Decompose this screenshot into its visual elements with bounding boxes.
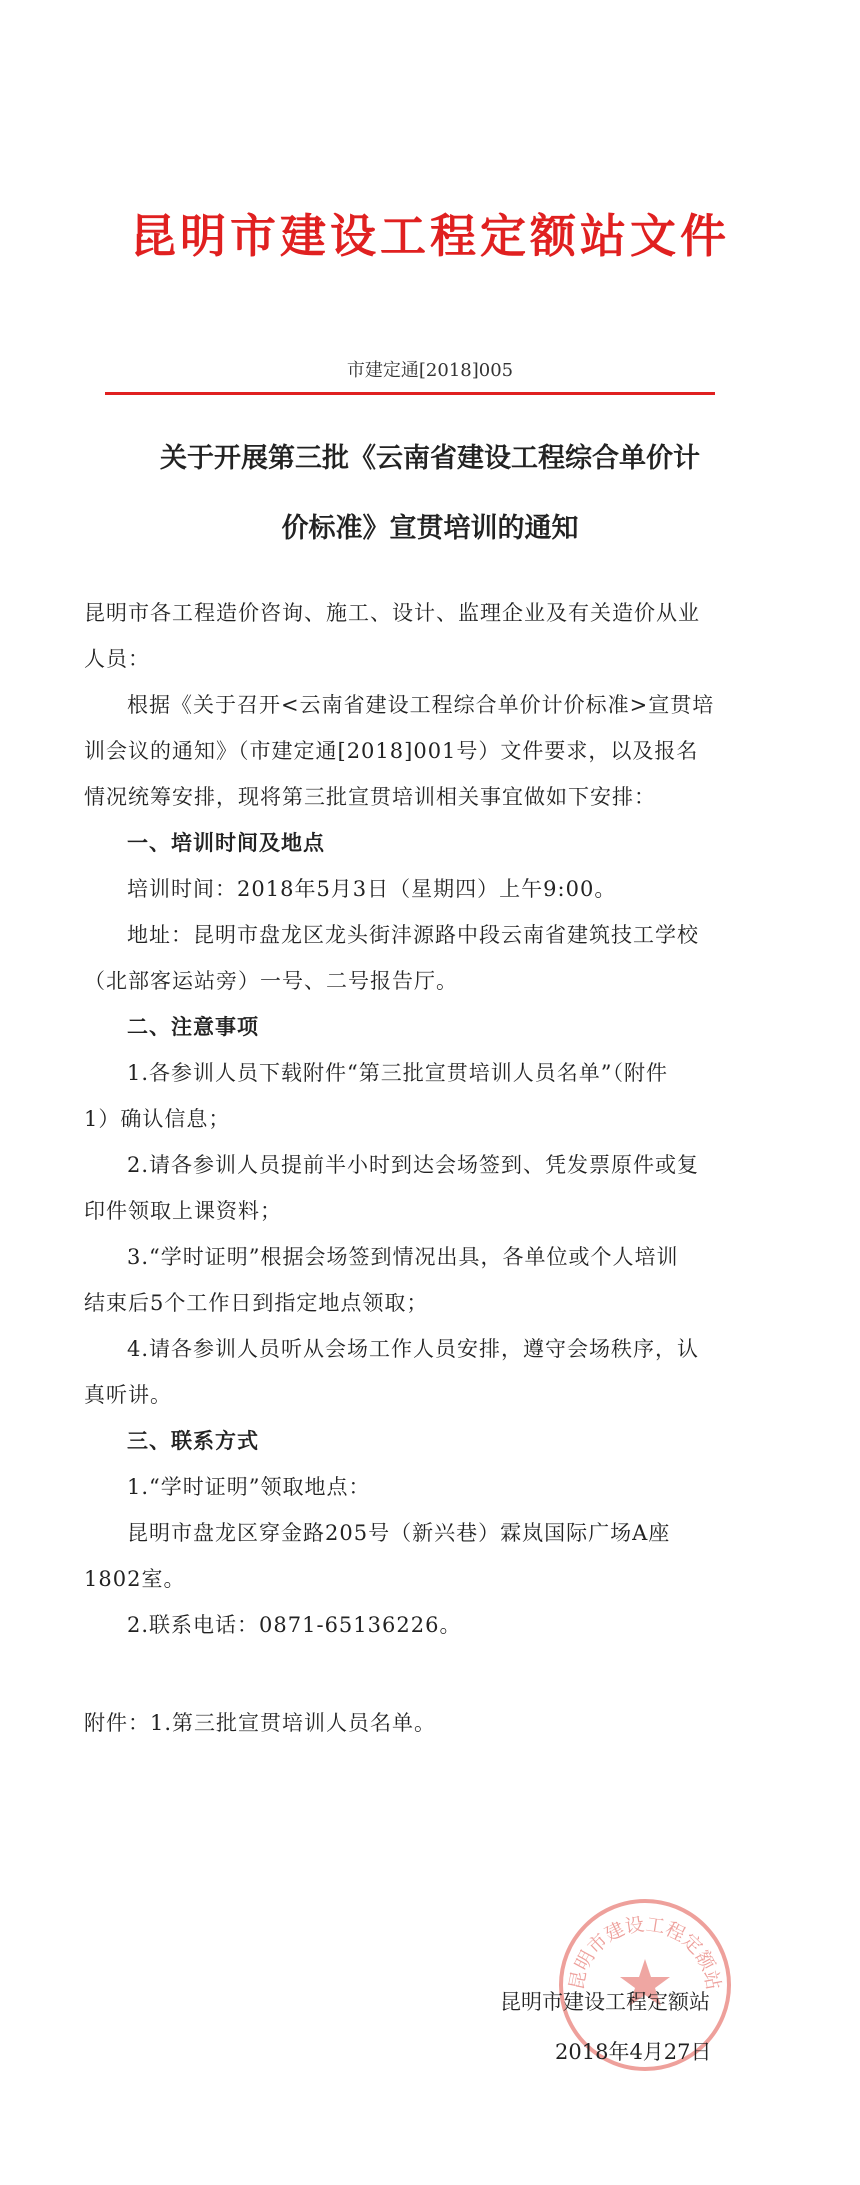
notice-item-2-line-2: 印件领取上课资料； [84,1199,282,1223]
contact-address-line-1: 昆明市盘龙区穿金路205号（新兴巷）霖岚国际广场A座 [127,1521,671,1545]
document-number: 市建定通[2018]005 [346,360,514,381]
addressee-line-2: 人员： [84,647,150,671]
attachment-note: 附件：1.第三批宣贯培训人员名单。 [84,1711,437,1735]
notice-item-4-line-2: 真听讲。 [84,1383,172,1407]
section-3-heading: 三、联系方式 [127,1429,259,1453]
notice-item-3-line-2: 结束后5个工作日到指定地点领取； [84,1291,429,1315]
signature-organization: 昆明市建设工程定额站 [500,1990,710,2014]
contact-item-2: 2.联系电话：0871-65136226。 [127,1613,462,1637]
intro-line-3: 情况统筹安排，现将第三批宣贯培训相关事宜做如下安排： [84,785,656,809]
notice-item-1-line-1: 1.各参训人员下载附件“第三批宣贯培训人员名单”（附件 [127,1061,669,1085]
notice-item-2-line-1: 2.请各参训人员提前半小时到达会场签到、凭发票原件或复 [127,1153,700,1177]
signature-date: 2018年4月27日 [555,2040,712,2064]
training-time: 培训时间：2018年5月3日（星期四）上午9:00。 [127,877,617,901]
intro-line-2: 训会议的通知》（市建定通[2018]001号）文件要求，以及报名 [84,739,699,763]
section-2-heading: 二、注意事项 [127,1015,259,1039]
notice-item-3-line-1: 3.“学时证明”根据会场签到情况出具，各单位或个人培训 [127,1245,679,1269]
addressee-line-1: 昆明市各工程造价咨询、施工、设计、监理企业及有关造价从业 [84,601,700,625]
red-divider-line [105,392,715,395]
notice-title-line-1: 关于开展第三批《云南省建设工程综合单价计 [160,443,700,474]
notice-item-4-line-1: 4.请各参训人员听从会场工作人员安排，遵守会场秩序，认 [127,1337,700,1361]
document-header-title: 昆明市建设工程定额站文件 [130,209,730,263]
seal-text: 昆明市建设工程定额站 [565,1913,725,1992]
section-1-heading: 一、培训时间及地点 [127,831,325,855]
notice-title-line-2: 价标准》宣贯培训的通知 [281,513,579,544]
intro-line-1: 根据《关于召开<云南省建设工程综合单价计价标准>宣贯培 [127,693,715,717]
address-line-1: 地址：昆明市盘龙区龙头街沣源路中段云南省建筑技工学校 [127,923,699,947]
contact-item-1: 1.“学时证明”领取地点： [127,1475,371,1499]
notice-item-1-line-2: 1）确认信息； [84,1107,231,1131]
address-line-2: （北部客运站旁）一号、二号报告厅。 [84,969,458,993]
contact-address-line-2: 1802室。 [84,1567,186,1591]
